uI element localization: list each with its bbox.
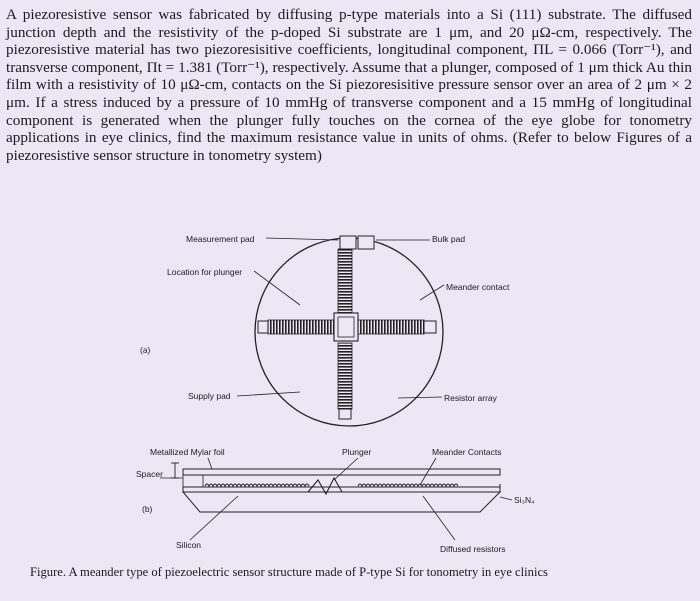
label-diffused-resistors: Diffused resistors	[440, 544, 506, 554]
supply-pad	[339, 409, 351, 419]
mylar-foil	[183, 469, 500, 475]
resistor-left	[268, 320, 334, 334]
problem-text: A piezoresistive sensor was fabricated by diffusing p-type materials into a Si (111) substrate. The diffused junction depth and the resistivity of the p-doped Si substrate are 1 μm, and 20 μΩ-cm, respectively. The piezoresistive material has two piezoresisitive coefficients, longitudinal component, ΠL = 0.066 (Torr⁻¹), and transverse component, Πt = 1.381 (Torr⁻¹), respectively. Assume that a plunger, composed of 1 μm thick Au thin film with a resistivity of 10 μΩ-cm, contacts on the Si piezoresisitive pressure sensor over an area of 2 μm × 2 μm. If a stress induced by a pressure of 10 mmHg of transverse component and a 15 mmHg of longitudinal component is generated when the plunger fully touches on the cornea of the eye globe for tonometry applications in eye clinics, find the maximum resistance value in units of ohms. (Refer to below Figures of a piezoresistive sensor structure in tonometry system)	[6, 6, 692, 164]
diagram-b	[136, 447, 535, 554]
label-figure-a: (a)	[140, 345, 151, 355]
silicon-substrate	[183, 492, 500, 512]
label-location-for-plunger: Location for plunger	[167, 267, 243, 277]
label-spacer: Spacer	[136, 469, 163, 479]
diffused-resistors-right	[358, 484, 458, 486]
label-measurement-pad: Measurement pad	[186, 234, 255, 244]
figure-caption: Figure. A meander type of piezoelectric sensor structure made of P-type Si for tonometry in eye clinics	[30, 565, 548, 579]
bulk-pad	[358, 236, 374, 249]
label-bulk-pad: Bulk pad	[432, 234, 466, 244]
measurement-pad	[340, 236, 356, 249]
label-silicon: Silicon	[176, 540, 202, 550]
label-metallized-mylar-foil: Metallized Mylar foil	[150, 447, 225, 457]
sensor-figure	[0, 208, 700, 568]
resistor-bottom	[338, 343, 352, 409]
meander-contact-pad	[424, 321, 436, 333]
sensor-diagram	[0, 208, 700, 568]
diagram-a	[140, 234, 510, 426]
label-si3n4: Si₃N₄	[514, 495, 535, 505]
diffused-resistors-left	[205, 484, 309, 486]
spacer	[183, 475, 203, 487]
label-figure-b: (b)	[142, 504, 153, 514]
label-meander-contact: Meander contact	[446, 282, 510, 292]
resistor-top	[338, 249, 352, 313]
label-supply-pad: Supply pad	[188, 391, 231, 401]
label-plunger: Plunger	[342, 447, 372, 457]
label-resistor-array: Resistor array	[444, 393, 497, 403]
resistor-right	[358, 320, 424, 334]
label-meander-contacts: Meander Contacts	[432, 447, 502, 457]
problem-statement	[6, 6, 692, 164]
